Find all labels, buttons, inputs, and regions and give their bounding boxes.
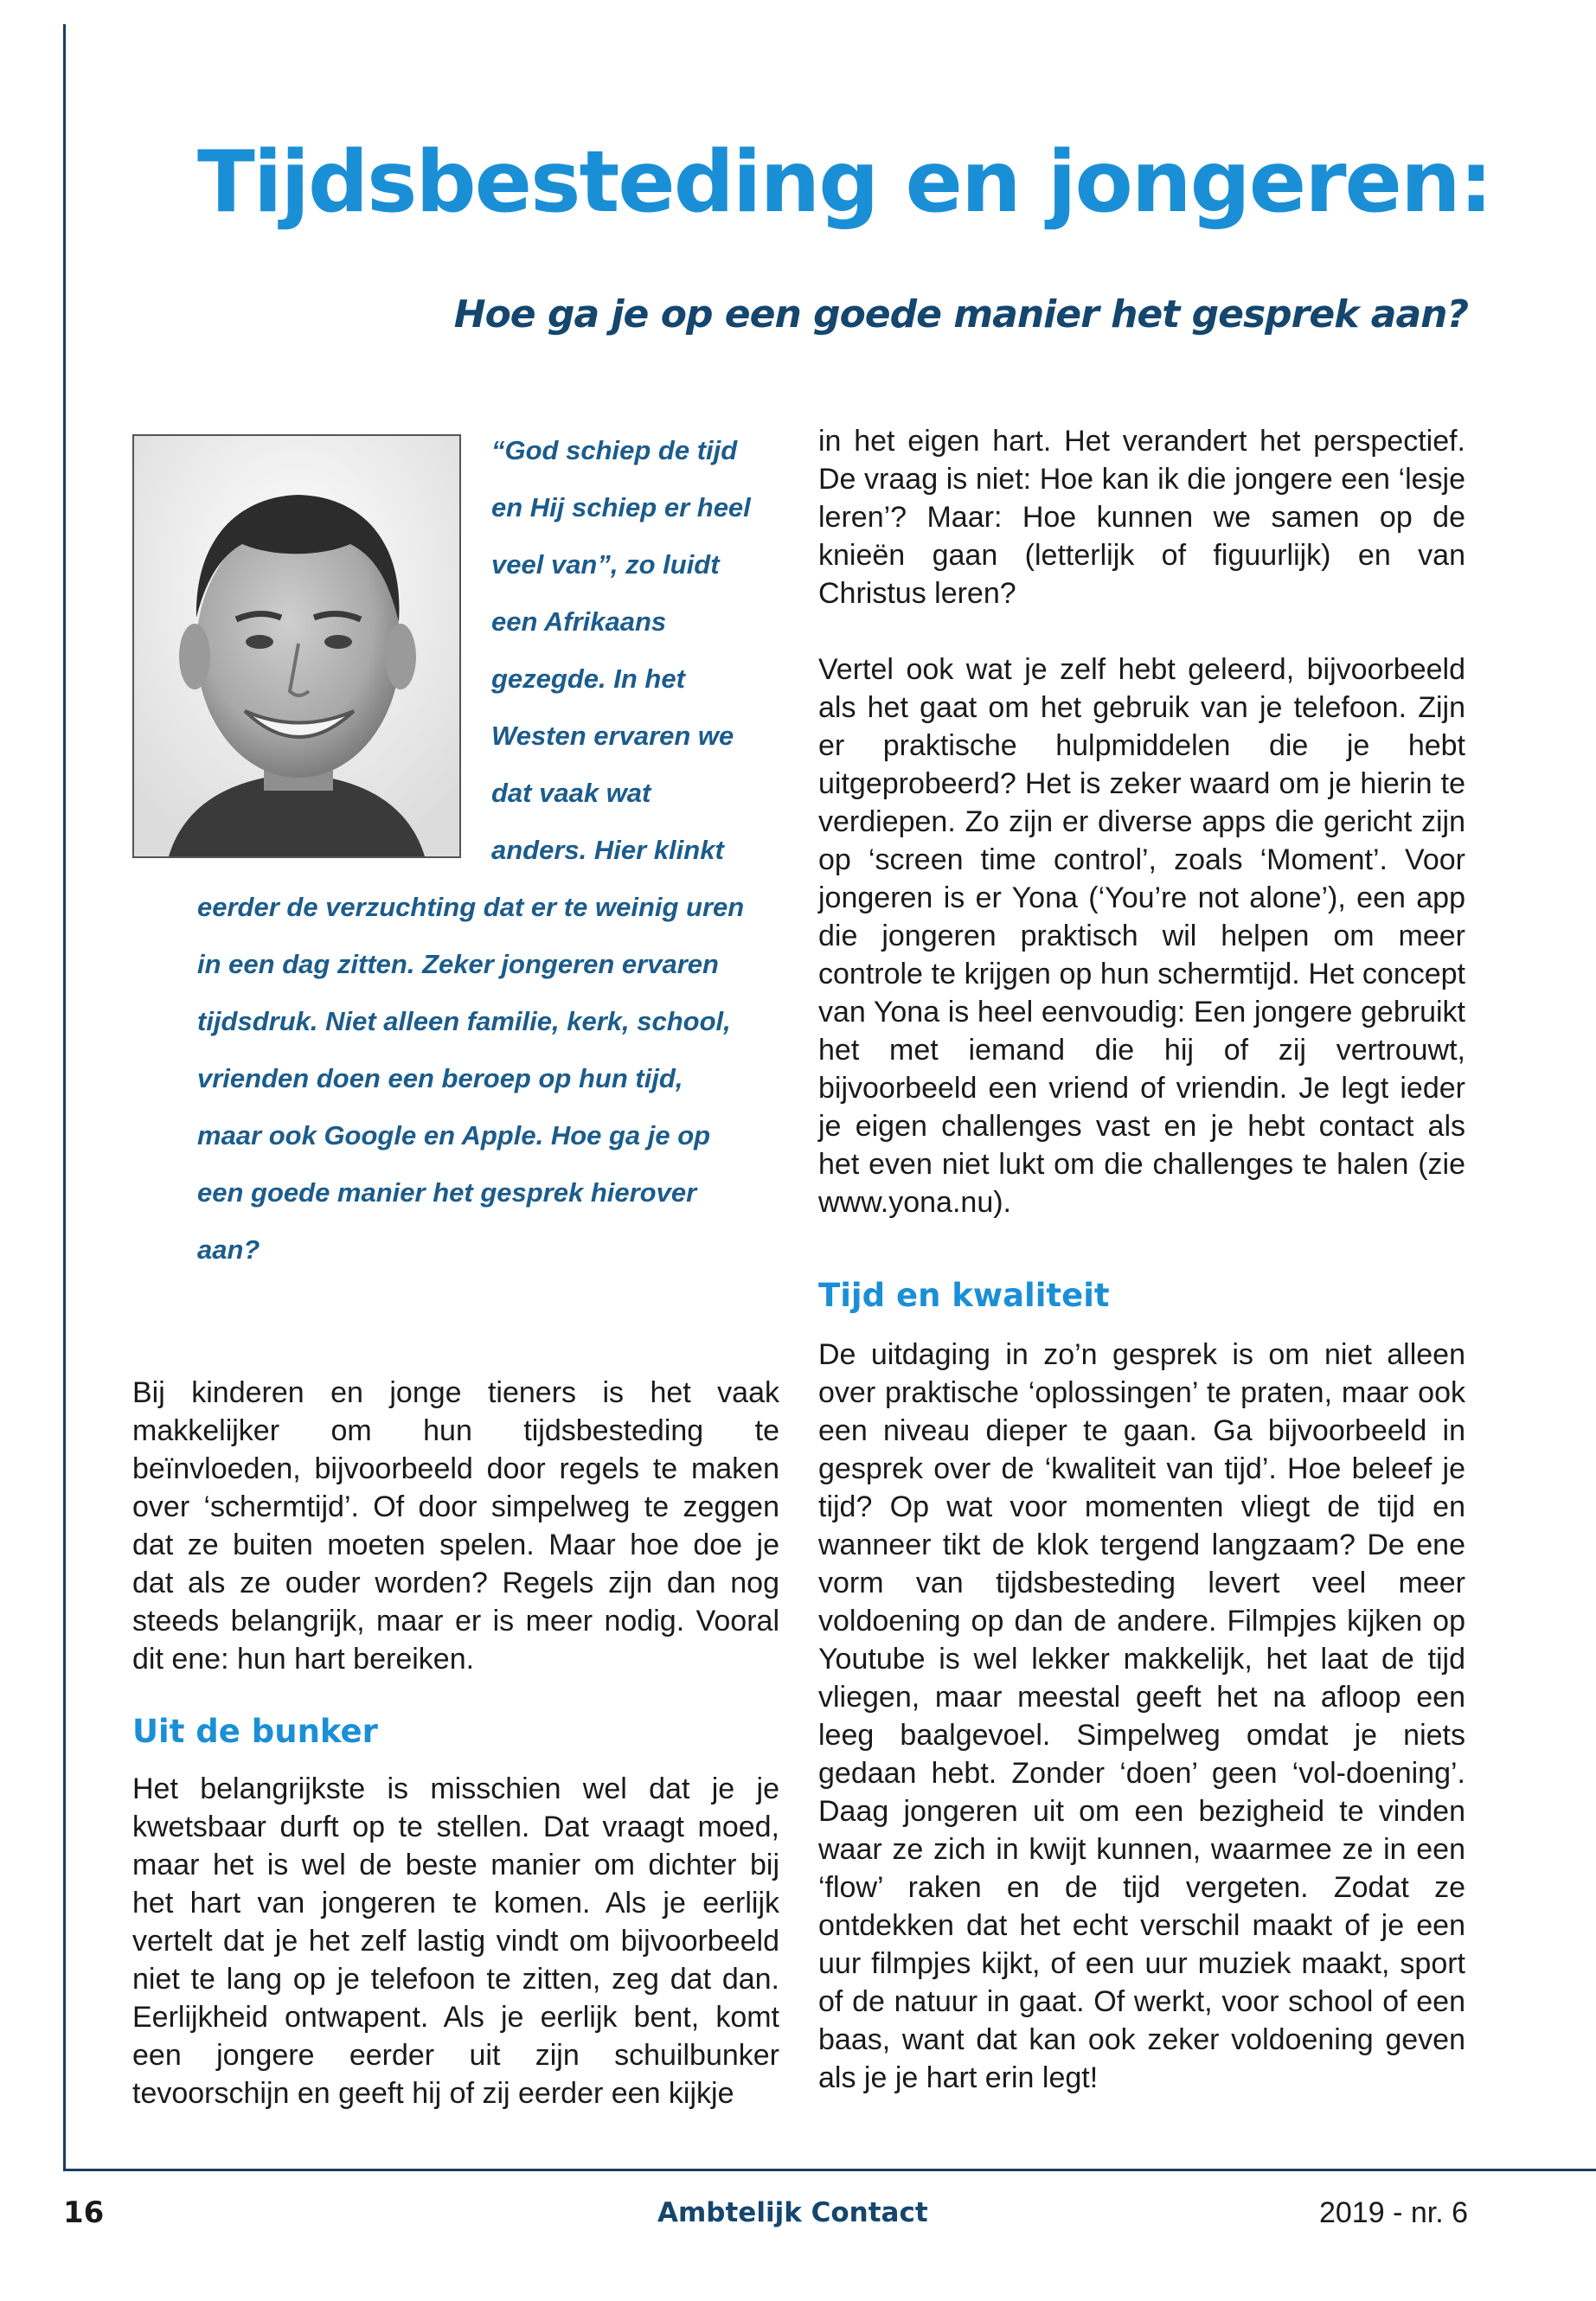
page-number: 16 [63, 2195, 105, 2230]
left-rule [63, 24, 66, 2171]
right-column [818, 422, 1465, 2097]
left-column [132, 1374, 779, 2112]
bottom-rule [63, 2169, 1596, 2171]
photo-float-spacer [197, 422, 491, 859]
paragraph: Het belangrijkste is misschien wel dat je je kwetsbaar durft op te stellen. Dat vraagt moed, maar het is wel de beste manier om dichter bij het hart van jongeren te komen. Als je eerlijk vertelt dat je het zelf lastig vindt om bijvoorbeeld niet te lang op je telefoon te zitten, zeg dat dan. Eerlijkheid ontwapent. Als je eerlijk bent, komt een jongere eerder uit zijn schuilbunker tevoorschijn en geeft hij of zij eerder een kijkje [132, 1772, 779, 2110]
magazine-name: Ambtelijk Contact [657, 2197, 928, 2228]
paragraph: in het eigen hart. Het verandert het perspectief. De vraag is niet: Hoe kan ik die jongere een ‘lesje leren’? Maar: Hoe kunnen we samen op de knieën gaan (letterlijk of figuurlijk) en van Christus leren? [818, 425, 1465, 610]
paragraph: De uitdaging in zo’n gesprek is om niet alleen over praktische ‘oplossingen’ te praten, maar ook een niveau dieper te gaan. Ga bijvoorbeeld in gesprek over de ‘kwaliteit van tijd’. Hoe beleef je tijd? Op wat voor momenten vliegt de tijd en wanneer tikt de klok tergend langzaam? De ene vorm van tijdsbesteding levert veel meer voldoening op dan de andere. Filmpjes kijken op Youtube is wel lekker makkelijk, het laat de tijd vliegen, maar meestal geeft het na afloop een leeg baalgevoel. Simpelweg omdat je niets gedaan hebt. Zonder ‘doen’ geen ‘vol-doening’. Daag jongeren uit om een bezigheid te vinden waar ze zich in kwijt kunnen, waarmee ze in een ‘flow’ raken en de tijd vergeten. Zodat ze ontdekken dat het echt verschil maakt of je een uur filmpjes kijkt, of een uur muziek maakt, sport of de natuur in gaat. Of werkt, voor school of een baas, want dat kan ook zeker voldoening geven als je je hart erin legt! [818, 1338, 1465, 2094]
section-heading-kwaliteit: Tijd en kwaliteit [818, 1277, 1110, 1314]
intro-text [197, 422, 751, 1279]
intro-content: “God schiep de tijd en Hij schiep er heel veel van”, zo luidt een Afrikaans gezegde. In het Westen ervaren we dat vaak wat anders. Hier klinkt eerder de verzuchting dat er te weinig uren in een dag zitten. Zeker jongeren ervaren tijdsdruk. Niet alleen familie, kerk, school, vrienden doen een beroep op hun tijd, maar ook Google en Apple. Hoe ga je op een goede manier het gesprek hierover aan? [197, 435, 751, 1265]
section-heading-bunker: Uit de bunker [132, 1713, 378, 1750]
article-subtitle: Hoe ga je op een goede manier het gesprek aan? [453, 292, 1468, 336]
issue-number: 2019 - nr. 6 [1318, 2196, 1468, 2229]
paragraph: Bij kinderen en jonge tieners is het vaak makkelijker om hun tijdsbesteding te beïnvloeden, bijvoorbeeld door regels te maken over ‘schermtijd’. Of door simpelweg te zeggen dat ze buiten moeten spelen. Maar hoe doe je dat als ze ouder worden? Regels zijn dan nog steeds belangrijk, maar er is meer nodig. Vooral dit ene: hun hart bereiken. [132, 1376, 779, 1676]
paragraph: Vertel ook wat je zelf hebt geleerd, bijvoorbeeld als het gaat om het gebruik van je telefoon. Zijn er praktische hulpmiddelen die je hebt uitgeprobeerd? Het is zeker waard om je hierin te verdiepen. Zo zijn er diverse apps die gericht zijn op ‘screen time control’, zoals ‘Moment’. Voor jongeren is er Yona (‘You’re not alone’), een app die jongeren praktisch wil helpen om meer controle te krijgen op hun schermtijd. Het concept van Yona is heel eenvoudig: Een jongere gebruikt het met iemand die hij of zij vertrouwt, bijvoorbeeld een vriend of vriendin. Je legt ieder je eigen challenges vast en je hebt contact als het even niet lukt om die challenges te halen (zie www.yona.nu). [818, 653, 1465, 1219]
paragraph-gap [818, 612, 1465, 651]
article-title: Tijdsbesteding en jongeren: [197, 133, 1491, 232]
